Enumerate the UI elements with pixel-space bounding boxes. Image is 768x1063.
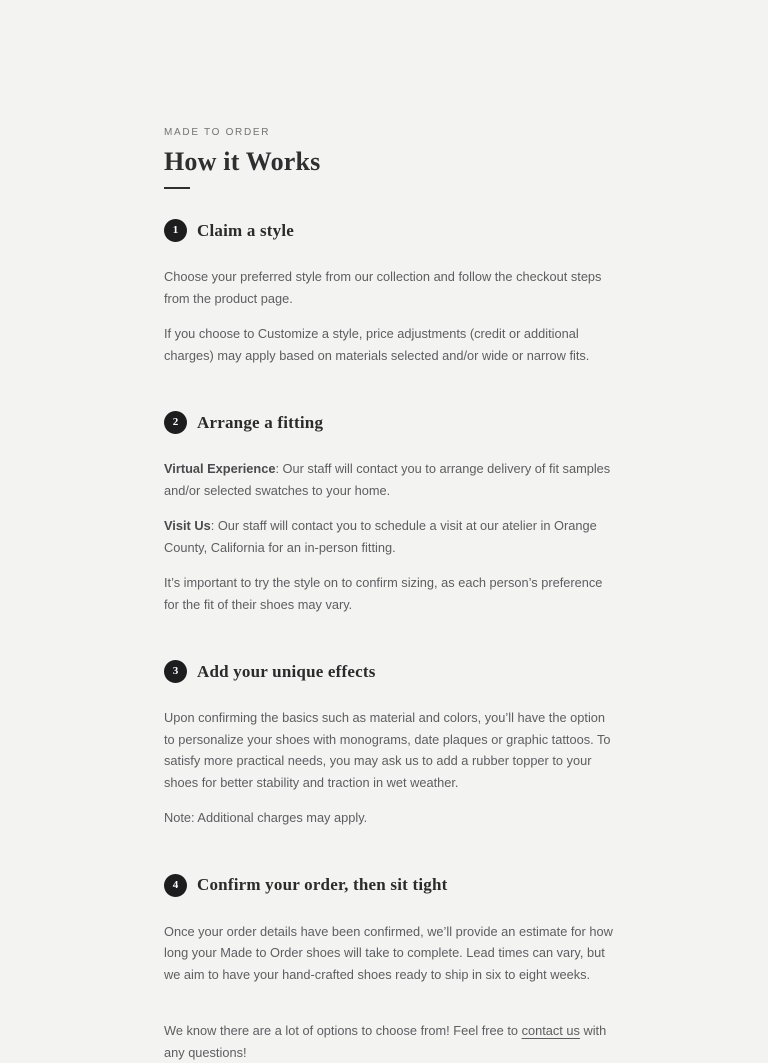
- paragraph-bold-lead: Visit Us: [164, 518, 211, 533]
- step-paragraph: [164, 921, 616, 986]
- paragraph-text: It’s important to try the style on to confirm sizing, as each person’s preference for the fit of their shoes may vary.: [164, 575, 603, 612]
- step-number-badge: 1: [164, 219, 187, 242]
- step-section-3: [164, 660, 620, 829]
- paragraph-text: Once your order details have been confirmed, we’ll provide an estimate for how long your Made to Order shoes will take to complete. Lead times can vary, but we aim to have your hand-crafted shoes ready to ship in six to eight weeks.: [164, 923, 613, 982]
- step-header: [164, 660, 620, 683]
- paragraph-text: : Our staff will contact you to schedule a visit at our atelier in Orange County, California for an in-person fitting.: [164, 518, 597, 555]
- step-section-1: [164, 219, 620, 366]
- step-paragraph: [164, 323, 616, 366]
- step-header: [164, 411, 620, 434]
- step-paragraph: [164, 266, 616, 309]
- step-paragraph: [164, 515, 616, 558]
- paragraph-text: Note: Additional charges may apply.: [164, 810, 368, 825]
- step-section-4: [164, 874, 620, 986]
- step-number-badge: 4: [164, 874, 187, 897]
- step-title: Claim a style: [197, 220, 295, 240]
- step-paragraph: [164, 458, 616, 501]
- step-title: Add your unique effects: [197, 661, 376, 681]
- step-section-2: [164, 411, 620, 615]
- steps-list: [164, 219, 620, 985]
- step-paragraph: [164, 707, 616, 793]
- step-header: [164, 219, 620, 242]
- paragraph-text: with any questions!: [164, 1023, 607, 1060]
- eyebrow-label: MADE TO ORDER: [164, 127, 271, 138]
- page-title: How it Works: [164, 147, 321, 176]
- step-number-badge: 3: [164, 660, 187, 683]
- step-title: Arrange a fitting: [197, 412, 324, 432]
- contact-us-link[interactable]: contact us: [521, 1023, 580, 1038]
- step-title: Confirm your order, then sit tight: [197, 875, 448, 894]
- paragraph-text: We know there are a lot of options to choose from! Feel free to: [164, 1023, 522, 1038]
- paragraph-text: : Our staff will contact you to arrange delivery of fit samples and/or selected swatches to your home.: [164, 461, 611, 498]
- step-paragraph: [164, 572, 616, 615]
- paragraph-text: Upon confirming the basics such as material and colors, you’ll have the option to personalize your shoes with monograms, date plaques or graphic tattoos. To satisfy more practical needs, you may ask us to add a rubber topper to your shoes for better stability and traction in wet weather.: [164, 710, 611, 790]
- paragraph-text: Choose your preferred style from our collection and follow the checkout steps from the product page.: [164, 269, 602, 306]
- step-header: [164, 874, 620, 897]
- title-underline-rule: [164, 187, 190, 189]
- paragraph-bold-lead: Virtual Experience: [164, 461, 276, 476]
- step-number-badge: 2: [164, 411, 187, 434]
- step-paragraph: [164, 807, 616, 829]
- paragraph-text: If you choose to Customize a style, price adjustments (credit or additional charges) may apply based on materials selected and/or wide or narrow fits.: [164, 326, 590, 363]
- closing-note: [164, 1020, 616, 1063]
